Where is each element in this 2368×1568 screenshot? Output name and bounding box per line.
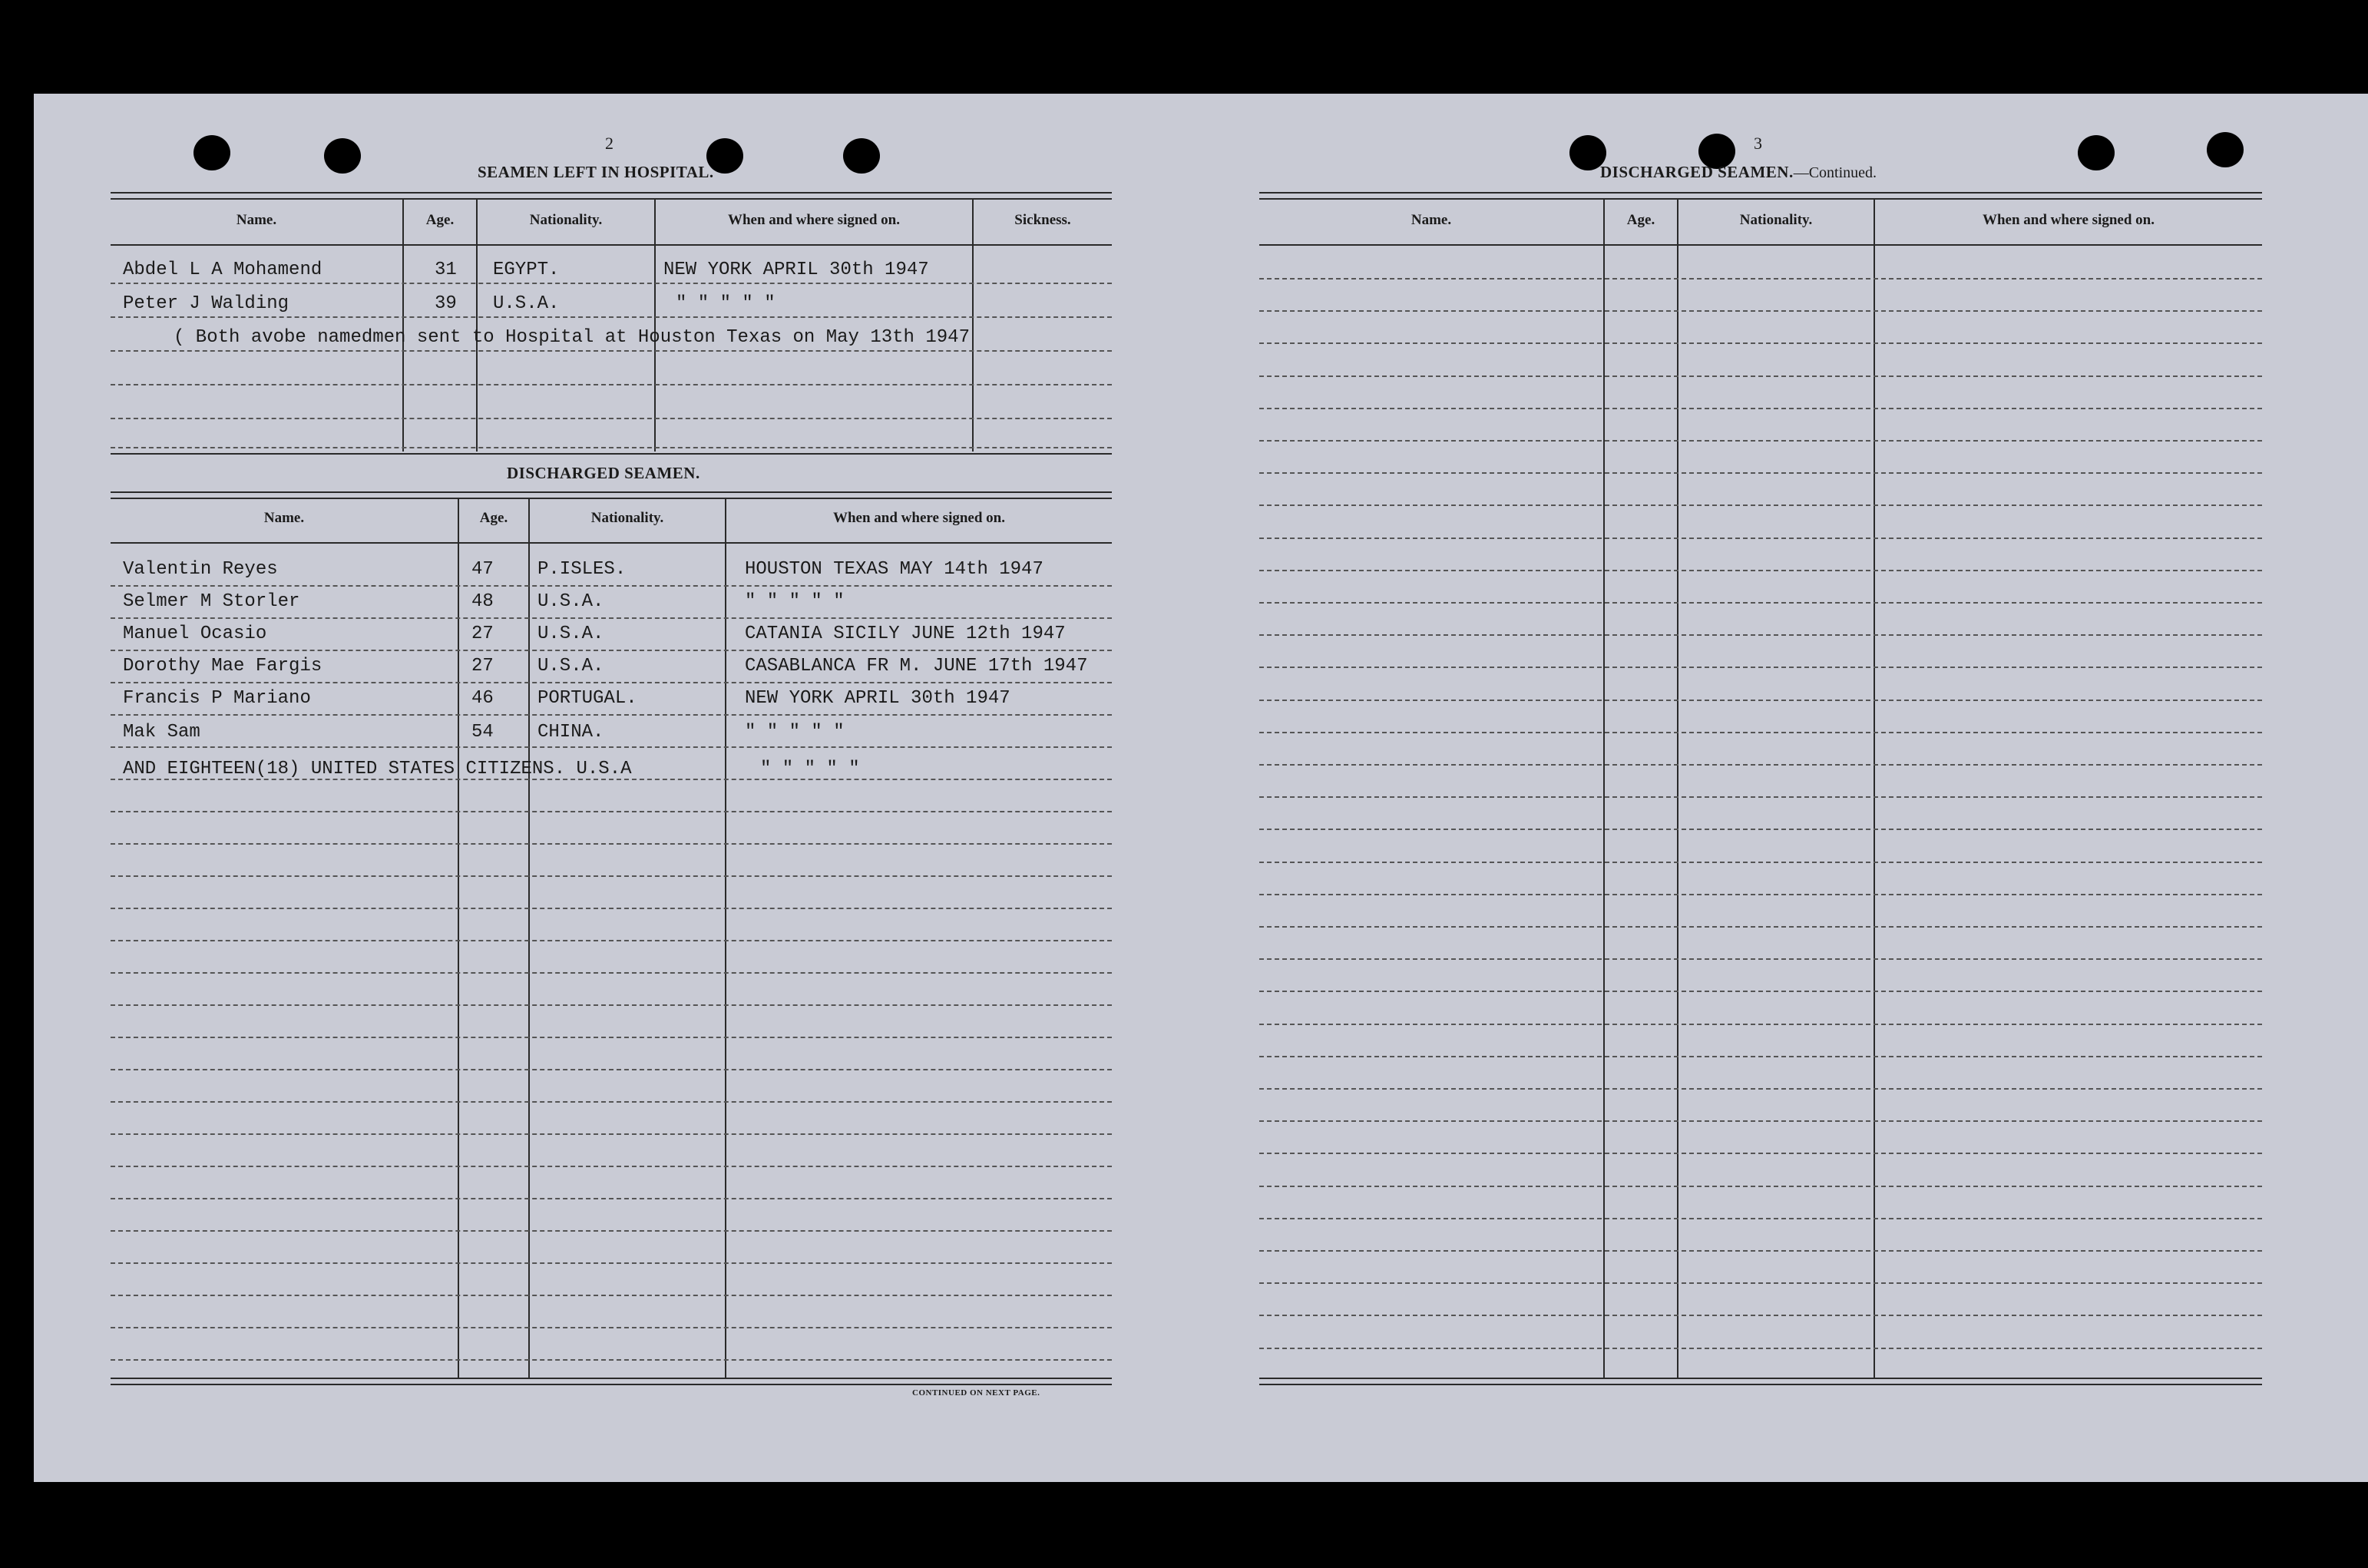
ruled-line	[111, 940, 1112, 941]
seaman-nationality: P.ISLES.	[537, 559, 627, 580]
ruled-line	[1259, 1056, 2262, 1057]
right-section-title: DISCHARGED SEAMEN.	[1600, 163, 1794, 181]
ruled-line	[1259, 310, 2262, 312]
ruled-line	[111, 875, 1112, 877]
seaman-signed-on: CASABLANCA FR M. JUNE 17th 1947	[745, 656, 1088, 676]
ruled-line	[111, 1004, 1112, 1006]
seaman-signed-on: NEW YORK APRIL 30th 1947	[663, 260, 929, 280]
hospital-section-title: SEAMEN LEFT IN HOSPITAL.	[478, 163, 714, 181]
seaman-age: 27	[471, 656, 494, 676]
discharged-note-signed-on: " " " " "	[760, 759, 860, 779]
column-header-age: Age.	[425, 212, 455, 228]
seaman-signed-on: " " " " "	[745, 722, 845, 743]
table-top-border	[1259, 192, 2262, 200]
ruled-line	[111, 1166, 1112, 1167]
ruled-line	[1259, 375, 2262, 377]
ruled-line	[111, 1101, 1112, 1103]
column-divider	[402, 198, 404, 452]
ruled-line	[111, 650, 1112, 651]
seaman-age: 27	[471, 624, 494, 644]
ruled-line	[1259, 408, 2262, 409]
ruled-line	[1259, 1282, 2262, 1284]
ruled-line	[111, 746, 1112, 748]
seaman-nationality: PORTUGAL.	[537, 688, 637, 709]
ruled-line	[1259, 602, 2262, 604]
seaman-name: Selmer M Storler	[123, 591, 300, 612]
ruled-line	[1259, 1024, 2262, 1025]
seaman-signed-on: " " " " "	[676, 293, 776, 314]
page-number: 3	[1754, 134, 1762, 153]
ruled-line	[1259, 1153, 2262, 1154]
seaman-name: Mak Sam	[123, 722, 200, 743]
ruled-line	[1259, 472, 2262, 474]
seaman-name: Dorothy Mae Fargis	[123, 656, 322, 676]
continued-footer: CONTINUED ON NEXT PAGE.	[912, 1388, 1040, 1398]
ruled-line	[111, 617, 1112, 619]
ruled-line	[1259, 1348, 2262, 1349]
ruled-line	[111, 1133, 1112, 1135]
column-header-nationality: Nationality.	[1739, 212, 1813, 228]
ruled-line	[1259, 1315, 2262, 1316]
ruled-line	[1259, 862, 2262, 863]
column-divider	[528, 498, 530, 1378]
seaman-age: 39	[435, 293, 457, 314]
column-header-age: Age.	[479, 510, 508, 526]
ruled-line	[111, 843, 1112, 845]
ruled-line	[111, 418, 1112, 419]
ruled-line	[111, 1295, 1112, 1296]
ruled-line	[111, 972, 1112, 974]
ruled-line	[111, 1230, 1112, 1232]
discharged-note: AND EIGHTEEN(18) UNITED STATES CITIZENS. U.S.A	[123, 759, 632, 779]
punch-hole	[2078, 135, 2115, 170]
seaman-nationality: U.S.A.	[537, 624, 604, 644]
ruled-line	[1259, 634, 2262, 636]
ruled-line	[1259, 1186, 2262, 1187]
ruled-line	[1259, 342, 2262, 344]
table-top-border	[111, 192, 1112, 200]
ruled-line	[111, 682, 1112, 683]
ruled-line	[1259, 278, 2262, 280]
column-header-signed-on: When and where signed on.	[832, 510, 1005, 526]
column-header-sickness: Sickness.	[1014, 212, 1071, 228]
ruled-line	[111, 1327, 1112, 1328]
ruled-line	[111, 1037, 1112, 1038]
ruled-line	[111, 384, 1112, 385]
column-header-signed-on: When and where signed on.	[1982, 212, 2155, 228]
ruled-line	[1259, 991, 2262, 992]
ruled-line	[111, 585, 1112, 587]
ruled-line	[1259, 1120, 2262, 1122]
column-header-signed-on: When and where signed on.	[727, 212, 900, 228]
ruled-line	[111, 283, 1112, 284]
document-sheet	[34, 94, 2368, 1482]
seaman-name: Francis P Mariano	[123, 688, 311, 709]
punch-hole	[843, 138, 880, 174]
column-header-age: Age.	[1626, 212, 1655, 228]
page-number: 2	[605, 134, 613, 153]
seaman-nationality: CHINA.	[537, 722, 604, 743]
column-header-name: Name.	[236, 212, 277, 228]
seaman-name: Valentin Reyes	[123, 559, 278, 580]
punch-hole	[2207, 132, 2244, 167]
column-header-name: Name.	[1411, 212, 1452, 228]
ruled-line	[1259, 1088, 2262, 1090]
seaman-signed-on: " " " " "	[745, 591, 845, 612]
column-header-name: Name.	[263, 510, 305, 526]
ruled-line	[111, 1069, 1112, 1070]
ruled-line	[1259, 958, 2262, 960]
ruled-line	[1259, 1250, 2262, 1252]
ruled-line	[111, 1198, 1112, 1199]
ruled-line	[1259, 796, 2262, 798]
ruled-line	[1259, 732, 2262, 733]
punch-hole	[324, 138, 361, 174]
ruled-line	[1259, 700, 2262, 701]
table-bottom-border	[111, 1378, 1112, 1385]
column-header-nationality: Nationality.	[529, 212, 603, 228]
ruled-line	[111, 811, 1112, 812]
right-page-title	[1600, 163, 1877, 182]
section-divider	[111, 453, 1112, 455]
column-divider	[654, 198, 656, 452]
column-divider	[972, 198, 974, 452]
ruled-line	[111, 908, 1112, 909]
ruled-line	[111, 714, 1112, 716]
ruled-line	[111, 447, 1112, 448]
discharged-section-title: DISCHARGED SEAMEN.	[507, 464, 700, 482]
seaman-age: 31	[435, 260, 457, 280]
seaman-age: 46	[471, 688, 494, 709]
header-divider	[1259, 244, 2262, 246]
seaman-age: 47	[471, 559, 494, 580]
seaman-age: 54	[471, 722, 494, 743]
column-header-nationality: Nationality.	[590, 510, 664, 526]
right-section-title-suffix: —Continued.	[1793, 164, 1877, 181]
ruled-line	[1259, 764, 2262, 766]
seaman-nationality: EGYPT.	[493, 260, 560, 280]
ruled-line	[111, 1359, 1112, 1361]
seaman-name: Abdel L A Mohamend	[123, 260, 322, 280]
seaman-signed-on: NEW YORK APRIL 30th 1947	[745, 688, 1010, 709]
ruled-line	[1259, 504, 2262, 506]
punch-hole	[193, 135, 230, 170]
header-divider	[111, 244, 1112, 246]
column-divider	[458, 498, 459, 1378]
ruled-line	[111, 1262, 1112, 1264]
seaman-nationality: U.S.A.	[493, 293, 560, 314]
table-bottom-border	[1259, 1378, 2262, 1385]
seaman-nationality: U.S.A.	[537, 591, 604, 612]
hospital-note: ( Both avobe namedmen sent to Hospital at Houston Texas on May 13th 1947	[174, 327, 970, 348]
ruled-line	[1259, 570, 2262, 571]
ruled-line	[1259, 538, 2262, 539]
seaman-name: Manuel Ocasio	[123, 624, 267, 644]
seaman-name: Peter J Walding	[123, 293, 289, 314]
ruled-line	[1259, 667, 2262, 668]
header-divider	[111, 542, 1112, 544]
ruled-line	[1259, 440, 2262, 442]
column-divider	[476, 198, 478, 452]
ruled-line	[1259, 829, 2262, 830]
ruled-line	[111, 316, 1112, 318]
ruled-line	[1259, 926, 2262, 928]
column-divider	[725, 498, 726, 1378]
ruled-line	[1259, 1218, 2262, 1219]
seaman-age: 48	[471, 591, 494, 612]
table-top-border	[111, 491, 1112, 499]
seaman-signed-on: HOUSTON TEXAS MAY 14th 1947	[745, 559, 1043, 580]
ruled-line	[1259, 894, 2262, 895]
seaman-signed-on: CATANIA SICILY JUNE 12th 1947	[745, 624, 1066, 644]
seaman-nationality: U.S.A.	[537, 656, 604, 676]
ruled-line	[111, 350, 1112, 352]
